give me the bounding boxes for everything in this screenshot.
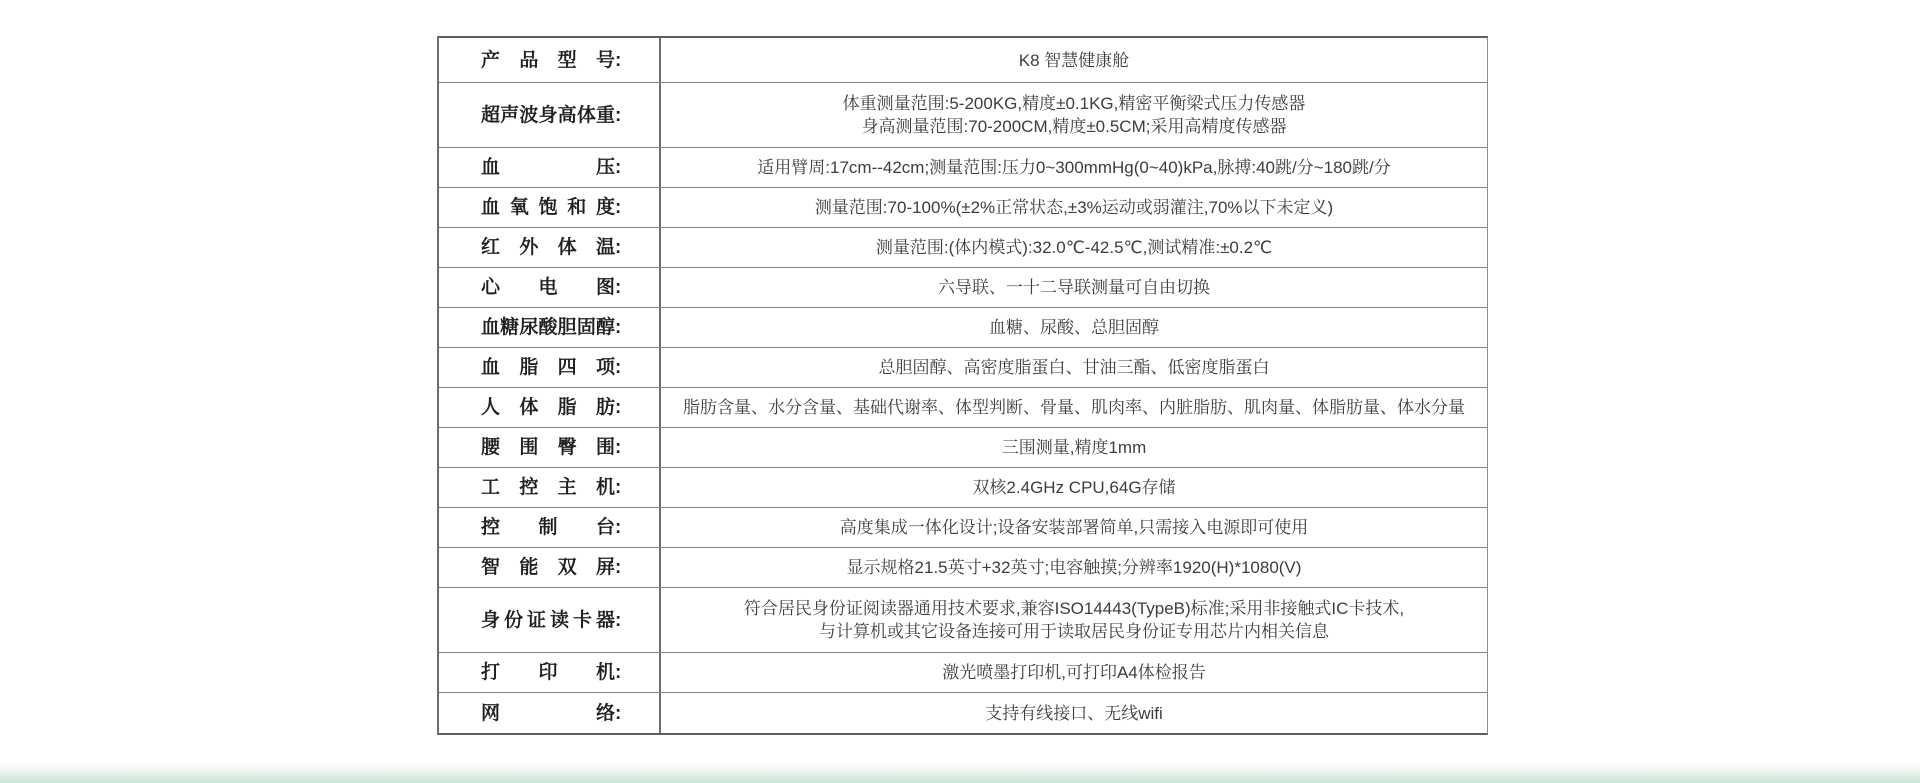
spec-label-text: 人体脂肪 (481, 397, 615, 418)
spec-label-text: 智能双屏 (481, 557, 615, 578)
spec-value-line: 身高测量范围:70-200CM,精度±0.5CM;采用高精度传感器 (861, 117, 1287, 136)
spec-label-text: 红外体温 (481, 237, 615, 258)
spec-value-line: 血糖、尿酸、总胆固醇 (989, 318, 1159, 337)
spec-label-cell (439, 308, 661, 347)
spec-label-cell (439, 188, 661, 227)
spec-value (661, 83, 1487, 147)
spec-label-colon: : (615, 609, 622, 631)
spec-row (439, 83, 1487, 148)
spec-label-colon: : (615, 104, 622, 126)
spec-label-colon: : (615, 517, 622, 538)
spec-label-text: 网络 (481, 702, 615, 724)
spec-value (661, 468, 1487, 507)
spec-label-cell (439, 653, 661, 692)
spec-value (661, 148, 1487, 187)
spec-label-text: 血脂四项 (481, 357, 615, 378)
spec-row (439, 148, 1487, 188)
spec-label-text: 腰围臀围 (481, 437, 615, 458)
spec-value (661, 548, 1487, 587)
spec-value (661, 508, 1487, 547)
spec-label-cell (439, 148, 661, 187)
spec-label-colon: : (615, 397, 622, 418)
spec-label-colon: : (615, 157, 622, 178)
footer-gradient-band (0, 763, 1920, 783)
spec-value-line: 六导联、一十二导联测量可自由切换 (938, 278, 1210, 297)
spec-label-colon: : (615, 437, 622, 458)
spec-row (439, 268, 1487, 308)
spec-value (661, 653, 1487, 692)
spec-label-colon: : (615, 477, 622, 498)
spec-label-cell (439, 693, 661, 733)
spec-value-line: 激光喷墨打印机,可打印A4体检报告 (942, 663, 1206, 682)
spec-row (439, 308, 1487, 348)
spec-value (661, 308, 1487, 347)
spec-label-cell (439, 508, 661, 547)
spec-label-colon: : (615, 49, 622, 71)
spec-label-colon: : (615, 557, 622, 578)
spec-label-colon: : (615, 357, 622, 378)
spec-value-line: 脂肪含量、水分含量、基础代谢率、体型判断、骨量、肌肉率、内脏脂肪、肌肉量、体脂肪量、体水分量 (683, 398, 1465, 417)
spec-value (661, 228, 1487, 267)
spec-label-text: 超声波身高体重 (481, 104, 615, 126)
spec-label-cell (439, 38, 661, 82)
spec-label-cell (439, 83, 661, 147)
spec-label-text: 血糖尿酸胆固醇 (481, 317, 615, 338)
spec-value-line: K8 智慧健康舱 (1018, 50, 1130, 70)
spec-value-line: 体重测量范围:5-200KG,精度±0.1KG,精密平衡梁式压力传感器 (842, 94, 1306, 113)
spec-label-colon: : (615, 662, 622, 683)
spec-row (439, 228, 1487, 268)
spec-value (661, 388, 1487, 427)
spec-value-line: 与计算机或其它设备连接可用于读取居民身份证专用芯片内相关信息 (819, 622, 1329, 641)
spec-label-cell (439, 348, 661, 387)
spec-label-cell (439, 428, 661, 467)
spec-label-text: 血压 (481, 157, 615, 178)
spec-value (661, 693, 1487, 733)
spec-value-line: 高度集成一体化设计;设备安装部署简单,只需接入电源即可使用 (839, 518, 1309, 537)
spec-value-line: 符合居民身份证阅读器通用技术要求,兼容ISO14443(TypeB)标准;采用非接触式IC卡技术, (743, 599, 1405, 618)
spec-label-cell (439, 588, 661, 652)
spec-row (439, 548, 1487, 588)
spec-label-text: 控制台 (481, 517, 615, 538)
spec-label-text: 身份证读卡器 (481, 609, 615, 631)
spec-label-colon: : (615, 197, 622, 218)
spec-row (439, 188, 1487, 228)
spec-row (439, 508, 1487, 548)
spec-value (661, 348, 1487, 387)
spec-value-line: 测量范围:(体内模式):32.0℃-42.5℃,测试精准:±0.2℃ (875, 238, 1273, 257)
spec-value-line: 显示规格21.5英寸+32英寸;电容触摸;分辨率1920(H)*1080(V) (846, 558, 1302, 577)
spec-value (661, 588, 1487, 652)
spec-value-line: 总胆固醇、高密度脂蛋白、甘油三酯、低密度脂蛋白 (878, 358, 1270, 377)
spec-row (439, 468, 1487, 508)
spec-label-colon: : (615, 277, 622, 298)
spec-value (661, 428, 1487, 467)
spec-label-cell (439, 468, 661, 507)
spec-table-body (439, 38, 1487, 733)
spec-value (661, 268, 1487, 307)
spec-value-line: 测量范围:70-100%(±2%正常状态,±3%运动或弱灌注,70%以下未定义) (814, 198, 1334, 217)
spec-row (439, 588, 1487, 653)
spec-label-text: 产品型号 (481, 49, 615, 71)
spec-row (439, 348, 1487, 388)
spec-label-cell (439, 228, 661, 267)
spec-label-cell (439, 388, 661, 427)
spec-label-colon: : (615, 702, 622, 724)
spec-label-cell (439, 268, 661, 307)
spec-row (439, 388, 1487, 428)
spec-table (437, 36, 1488, 735)
spec-label-text: 工控主机 (481, 477, 615, 498)
spec-label-text: 血氧饱和度 (481, 197, 615, 218)
spec-row (439, 693, 1487, 733)
spec-value (661, 38, 1487, 82)
spec-label-text: 打印机 (481, 662, 615, 683)
spec-value (661, 188, 1487, 227)
spec-value-line: 三围测量,精度1mm (1001, 438, 1147, 457)
spec-value-line: 支持有线接口、无线wifi (985, 703, 1163, 723)
spec-label-colon: : (615, 237, 622, 258)
spec-row (439, 428, 1487, 468)
spec-row (439, 653, 1487, 693)
spec-value-line: 双核2.4GHz CPU,64G存储 (972, 478, 1176, 497)
spec-label-text: 心电图 (481, 277, 615, 298)
spec-label-cell (439, 548, 661, 587)
spec-value-line: 适用臂周:17cm--42cm;测量范围:压力0~300mmHg(0~40)kPa,脉搏:40跳/分~180跳/分 (757, 158, 1391, 177)
spec-label-colon: : (615, 317, 622, 338)
spec-row (439, 38, 1487, 83)
